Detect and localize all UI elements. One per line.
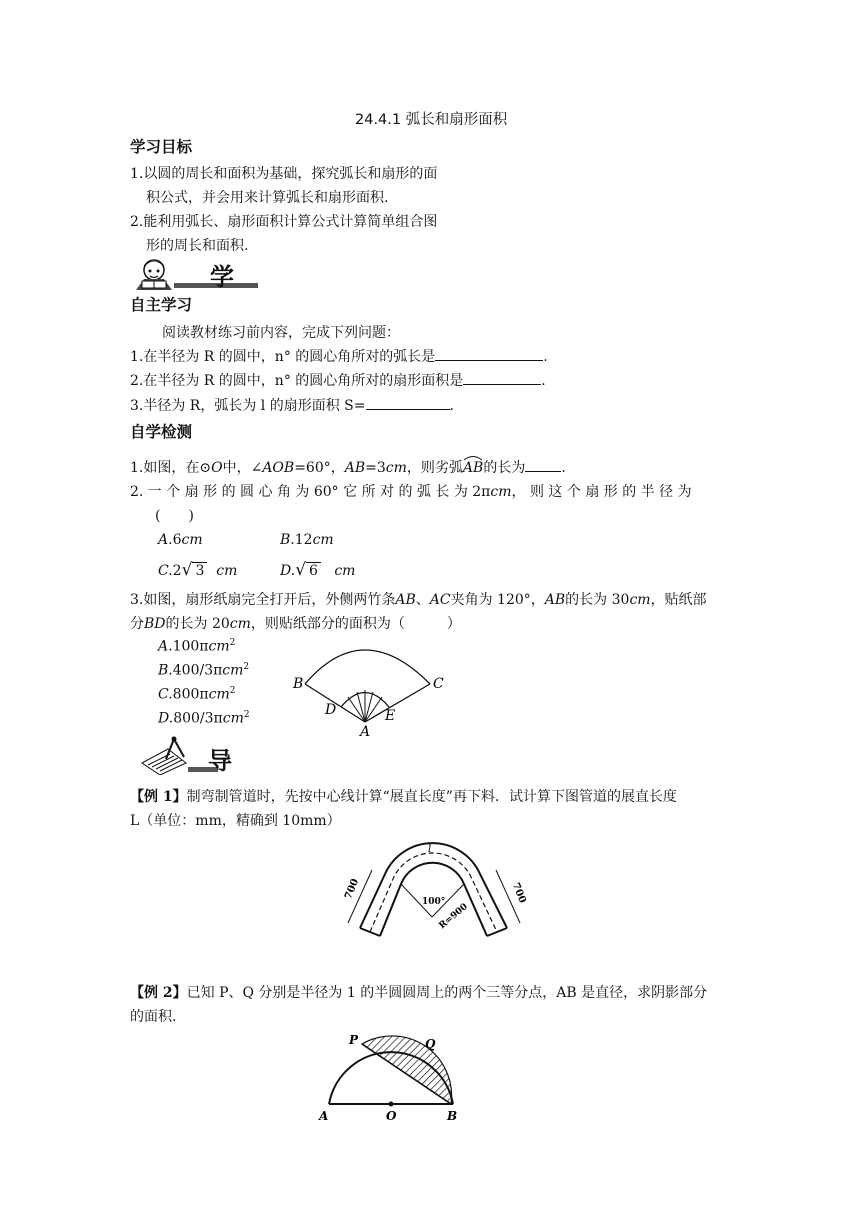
q1-text: 的长为 (483, 460, 526, 476)
option-label: B. (158, 662, 173, 679)
option-unit: cm (334, 563, 356, 579)
example-1-line2: L（单位：mm，精确到 10mm） (130, 813, 341, 829)
answer-blank[interactable] (366, 395, 450, 410)
point-a-label: A (319, 1109, 329, 1123)
fan-label-e: E (385, 708, 396, 724)
pipe-end (487, 928, 507, 936)
option-value: 6 (172, 532, 182, 548)
period: . (449, 398, 454, 414)
self-check-q1 (130, 457, 566, 477)
period: . (543, 349, 548, 365)
q3-text: 夹角为 120°， (450, 592, 545, 608)
objectives-heading: 学习目标 (130, 138, 193, 156)
option-unit: cm (181, 532, 203, 548)
point-p-label: P (349, 1033, 359, 1047)
q2-option-b[interactable] (280, 532, 334, 548)
point-b-label: B (447, 1109, 458, 1123)
q3-unit: cm (629, 592, 651, 608)
q3-var: AC (429, 592, 451, 608)
radius-label: R=900 (437, 901, 470, 932)
sqrt-sign-icon: √ (295, 560, 307, 580)
fan-outer-arc (305, 650, 430, 684)
q2-text: ， 则 这 个 扇 形 的 半 径 为 (511, 484, 692, 500)
point-q-label: Q (425, 1037, 436, 1051)
option-label: C. (158, 563, 173, 579)
option-unit: cm (312, 532, 334, 548)
q2-paren: ( ) (155, 508, 194, 524)
arc-ab (463, 460, 483, 476)
option-label: B. (280, 532, 295, 548)
q3-text: ，贴纸部 (650, 592, 707, 608)
q3-option-c[interactable] (158, 686, 235, 703)
option-unit: cm (216, 563, 238, 579)
q3-option-b[interactable] (158, 662, 249, 679)
pipe-figure (340, 838, 530, 938)
option-label: C. (158, 686, 173, 703)
self-study-q3 (130, 395, 454, 415)
q3-option-d[interactable] (158, 710, 250, 727)
self-study-q2 (130, 370, 546, 390)
q1-text: 1.如图，在⊙ (130, 460, 212, 476)
answer-blank[interactable] (463, 370, 541, 385)
option-unit: cm (208, 638, 230, 655)
q1-unit: cm (385, 460, 407, 476)
answer-blank[interactable] (435, 346, 543, 361)
q2-option-c[interactable] (158, 560, 237, 580)
period: . (561, 460, 566, 476)
self-check-q2-line1 (130, 481, 692, 501)
self-check-q3-line2 (130, 613, 461, 633)
q3-text: 分 (130, 616, 144, 632)
fan-rib-ac (365, 684, 430, 722)
example-1-text: 制弯制管道时，先按中心线计算“展直长度”再下料．试计算下图管道的展直长度 (186, 789, 677, 805)
center-point (389, 1102, 394, 1107)
compass-paper-icon (130, 735, 270, 775)
self-study-q2-text: 2.在半径为 R 的圆中，n° 的圆心角所对的扇形面积是 (130, 373, 464, 389)
q2-option-a[interactable] (158, 532, 203, 548)
q2-option-d[interactable] (280, 560, 355, 580)
q3-text: 3.如图，扇形纸扇完全打开后，外侧两竹条 (130, 592, 396, 608)
guide-banner-char: 导 (208, 747, 232, 775)
right-length-label: 700 (509, 881, 528, 905)
fan-label-d: D (325, 702, 337, 718)
learn-banner-char: 学 (210, 263, 234, 291)
q1-var: O (211, 460, 223, 476)
option-label: D. (280, 563, 296, 579)
self-study-intro: 阅读教材练习前内容，完成下列问题： (162, 325, 400, 341)
objective-line-2: 积公式，并会用来计算弧长和扇形面积. (146, 190, 389, 206)
superscript: 2 (243, 662, 250, 672)
option-unit: cm (208, 686, 230, 703)
option-unit: cm (222, 662, 244, 679)
q3-option-a[interactable] (158, 638, 235, 655)
fan-figure (285, 638, 455, 738)
answer-blank[interactable] (525, 457, 561, 472)
q3-text: 的长为 30 (565, 592, 630, 608)
q3-var: BD (144, 616, 166, 632)
arc-mark-icon (463, 453, 483, 461)
example-2-line1 (130, 982, 707, 1002)
option-label: A. (158, 638, 173, 655)
example-tag: 【例 2】 (130, 985, 187, 1001)
q3-unit: cm (229, 616, 251, 632)
q3-text: ，则贴纸部分的面积为（ ） (250, 616, 461, 632)
angle-label: 100° (422, 897, 446, 907)
q2-text: 2. 一 个 扇 形 的 圆 心 角 为 60° 它 所 对 的 弧 长 为 2π (130, 484, 491, 500)
option-label: D. (158, 710, 174, 727)
q1-text: 中，∠ (222, 460, 263, 476)
superscript: 2 (229, 686, 236, 696)
option-value: 12 (294, 532, 313, 548)
objective-line-1: 1.以圆的周长和面积为基础，探究弧长和扇形的面 (130, 166, 438, 182)
self-study-q1 (130, 346, 548, 366)
guide-banner (130, 735, 270, 775)
semicircle-figure (315, 1028, 470, 1124)
q3-text: 、 (415, 592, 430, 608)
fan-rib (365, 697, 382, 722)
option-value: 100π (172, 638, 209, 655)
example-2-text: 已知 P、Q 分别是半径为 1 的半圆圆周上的两个三等分点，AB 是直径，求阴影部分 (186, 985, 708, 1001)
arc-ab-label: AB (462, 460, 484, 476)
sqrt-sign-icon: √ (181, 560, 193, 580)
q3-var: AB (544, 592, 566, 608)
option-unit: cm (222, 710, 244, 727)
q1-text: =3 (365, 460, 386, 476)
self-study-q3-text: 3.半径为 R，弧长为 l 的扇形面积 S= (130, 398, 366, 414)
q1-var: AB (344, 460, 366, 476)
q3-var: AB (395, 592, 416, 608)
self-check-heading: 自学检测 (130, 423, 193, 441)
example-1-line1 (130, 786, 677, 806)
shaded-region (362, 1036, 452, 1104)
self-study-q1-text: 1.在半径为 R 的圆中，n° 的圆心角所对的弧长是 (130, 349, 436, 365)
left-length-label: 700 (343, 877, 362, 901)
self-check-q3-line1 (130, 589, 707, 609)
superscript: 2 (243, 710, 250, 720)
self-study-heading: 自主学习 (130, 296, 193, 314)
option-value: 800π (172, 686, 209, 703)
length-l-label: l (428, 844, 432, 855)
fan-label-a: A (360, 724, 371, 738)
option-value: 400/3π (172, 662, 223, 679)
radicand: 3 (192, 562, 207, 579)
objective-line-3: 2.能利用弧长、扇形面积计算公式计算简单组合图 (130, 214, 438, 230)
fan-label-b: B (293, 676, 304, 692)
q2-unit: cm (490, 484, 512, 500)
superscript: 2 (229, 638, 236, 648)
point-o-label: O (386, 1109, 397, 1123)
q1-var: AOB (262, 460, 295, 476)
q3-text: 的长为 20 (165, 616, 230, 632)
pipe-end (360, 928, 380, 936)
q1-text: ，则劣弧 (406, 460, 463, 476)
fan-label-c: C (433, 676, 444, 692)
option-value: 800/3π (173, 710, 223, 727)
learn-banner (130, 257, 270, 291)
example-tag: 【例 1】 (130, 789, 187, 805)
option-label: A. (158, 532, 173, 548)
fan-rib (348, 697, 365, 722)
period: . (541, 373, 546, 389)
example-2-line2: 的面积. (130, 1009, 177, 1025)
page-title: 24.4.1 弧长和扇形面积 (355, 112, 508, 128)
q1-text: =60°， (294, 460, 345, 476)
student-reading-icon (130, 257, 270, 291)
objective-line-4: 形的周长和面积. (146, 238, 249, 254)
option-value: 2 (172, 563, 182, 579)
radicand: 6 (306, 562, 321, 579)
